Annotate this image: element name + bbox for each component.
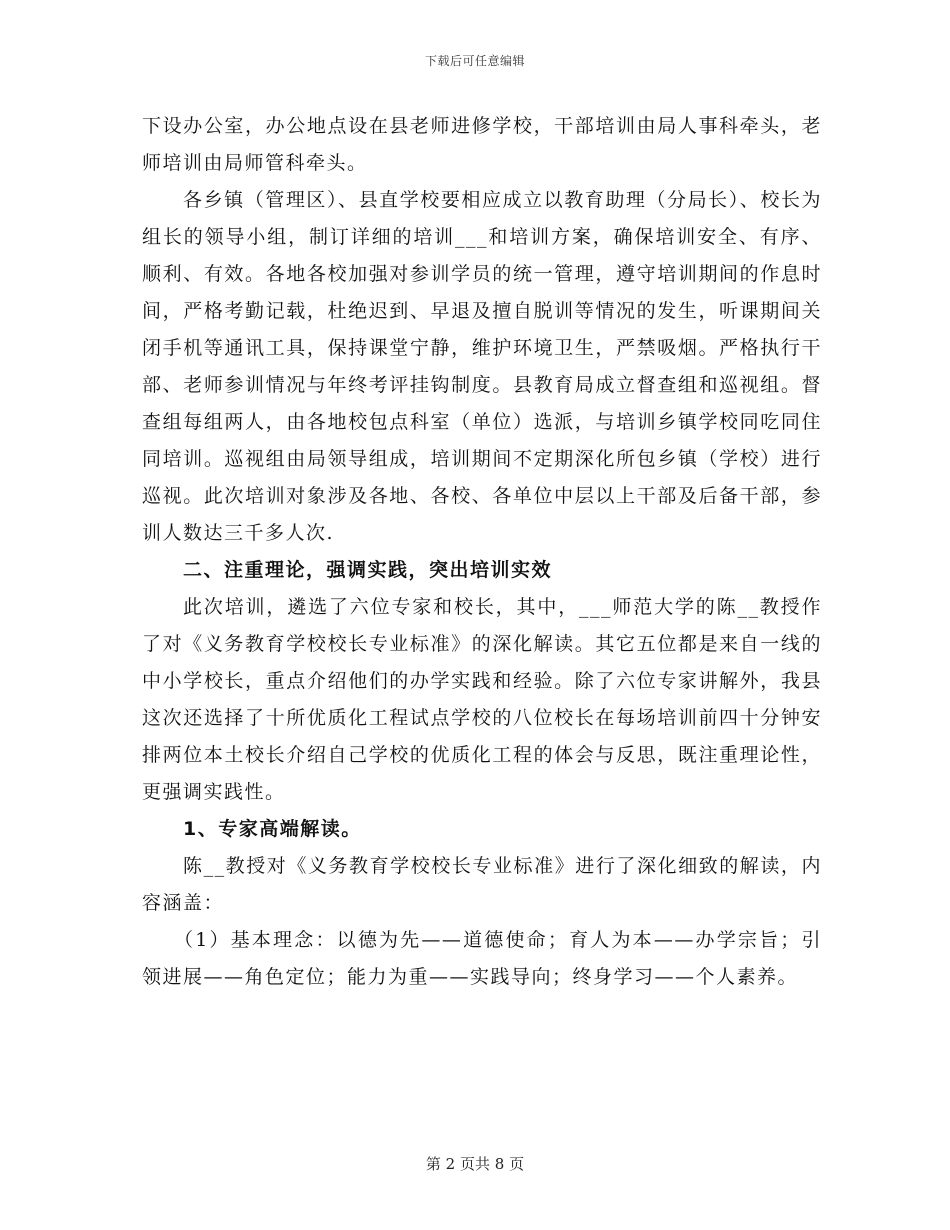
- paragraph-expert-interpretation: 陈__教授对《义务教育学校校长专业标准》进行了深化细致的解读，内容涵盖：: [142, 855, 822, 914]
- paragraph-basic-concepts: （1）基本理念：以德为先——道德使命；育人为本——办学宗旨；引领进展——角色定位；能力为重——实践导向；终身学习——个人素养。: [142, 929, 822, 988]
- document-body: [142, 108, 822, 996]
- paragraph-continuation: 下设办公室，办公地点设在县老师进修学校，干部培训由局人事科牵头，老师培训由局师管科牵头。: [142, 115, 822, 174]
- paragraph-training-experts: 此次培训，遴选了六位专家和校长，其中，___师范大学的陈__教授作了对《义务教育学校校长专业标准》的深化解读。其它五位都是来自一线的中小学校长，重点介绍他们的办学实践和经验。除了六位专家讲解外，我县这次还选择了十所优质化工程试点学校的八位校长在每场培训前四十分钟安排两位本土校长介绍自己学校的优质化工程的体会与反思，既注重理论性，更强调实践性。: [142, 596, 822, 803]
- paragraph-training-organization: 各乡镇（管理区）、县直学校要相应成立以教育助理（分局长）、校长为组长的领导小组，制订详细的培训___和培训方案，确保培训安全、有序、顺利、有效。各地各校加强对参训学员的统一管理，遵守培训期间的作息时间，严格考勤记载，杜绝迟到、早退及擅自脱训等情况的发生，听课期间关闭手机等通讯工具，保持课堂宁静，维护环境卫生，严禁吸烟。严格执行干部、老师参训情况与年终考评挂钩制度。县教育局成立督查组和巡视组。督查组每组两人，由各地校包点科室（单位）选派，与培训乡镇学校同吃同住同培训。巡视组由局领导组成，培训期间不定期深化所包乡镇（学校）进行巡视。此次培训对象涉及各地、各校、各单位中层以上干部及后备干部，参训人数达三千多人次.: [142, 189, 822, 544]
- page-header: 下载后可任意编辑: [424, 54, 525, 68]
- subsection-heading-1: 1、专家高端解读。: [183, 818, 362, 840]
- page-footer: 第 2 页共 8 页: [425, 1155, 525, 1173]
- section-heading-2: 二、注重理论，强调实践，突出培训实效: [183, 559, 553, 581]
